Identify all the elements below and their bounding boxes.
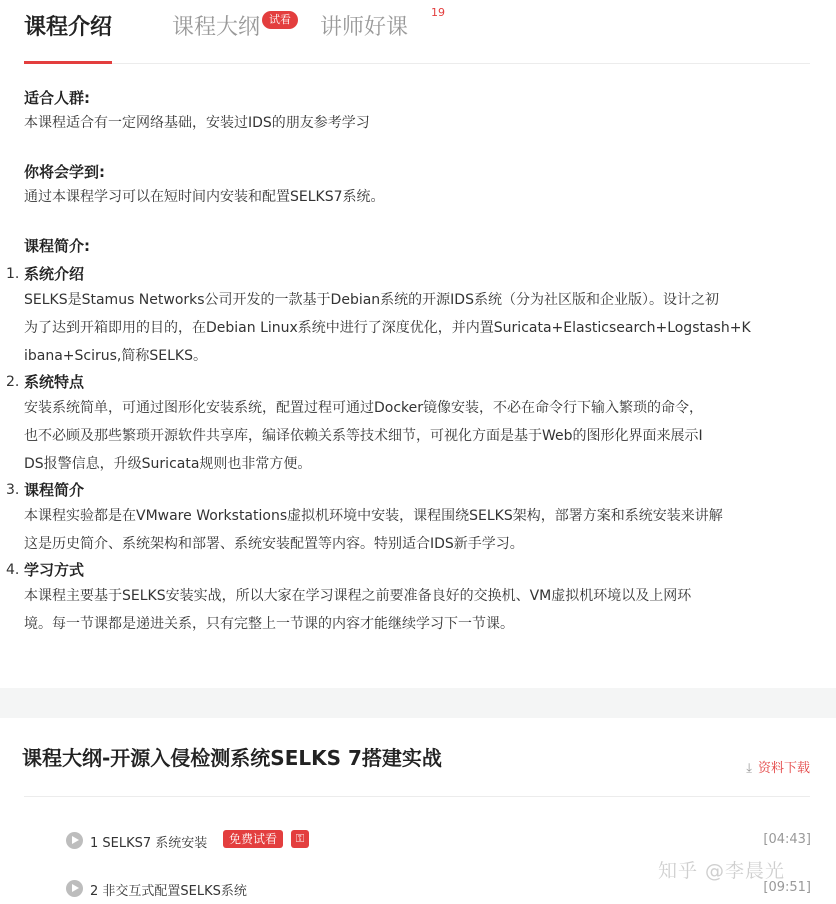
course-intro	[6, 86, 814, 638]
section-separator	[0, 688, 836, 718]
lesson-duration: [09:51]	[763, 880, 811, 895]
key-icon: ⚿	[291, 830, 309, 848]
audience-heading: 适合人群:	[24, 89, 90, 107]
list-item-title: 课程简介	[24, 481, 85, 499]
active-tab-indicator	[24, 61, 112, 64]
list-item-number: 4.	[6, 562, 20, 578]
list-item	[6, 370, 814, 478]
list-item-title: 系统介绍	[24, 265, 85, 283]
list-item-number: 1.	[6, 266, 20, 282]
download-materials-link[interactable]	[746, 757, 810, 776]
summary-heading: 课程简介:	[24, 237, 90, 255]
tab-course-intro[interactable]: 课程介绍	[24, 15, 113, 40]
list-item-text: 本课程实验都是在VMware Workstations虚拟机环境中安装，课程围绕SELKS架构，部署方案和系统安装来讲解 这是历史简介、系统架构和部署、系统安装配置等内容。特别适合IDS新手学习。	[24, 508, 723, 552]
audience-text: 本课程适合有一定网络基础，安装过IDS的朋友参考学习	[24, 115, 370, 131]
tab-instructor-courses[interactable]: 讲师好课	[320, 15, 409, 40]
list-item-number: 2.	[6, 374, 20, 390]
play-icon[interactable]	[66, 832, 83, 849]
lesson-title[interactable]: 1 SELKS7 系统安装	[90, 836, 208, 851]
list-item	[6, 262, 814, 370]
lesson-duration: [04:43]	[763, 832, 811, 847]
play-icon[interactable]	[66, 880, 83, 897]
list-item-number: 3.	[6, 482, 20, 498]
list-item-title: 系统特点	[24, 373, 85, 391]
summary-list	[6, 262, 814, 638]
lesson-row[interactable]	[66, 830, 811, 852]
tab-syllabus[interactable]: 课程大纲	[172, 15, 261, 40]
list-item-title: 学习方式	[24, 561, 85, 579]
list-item-text: SELKS是Stamus Networks公司开发的一款基于Debian系统的开源IDS系统（分为社区版和企业版）。设计之初 为了达到开箱即用的目的，在Debian Linux系统中进行了深度优化，并内置Suricata+Elasticsearch+Logstash+K ibana+Scirus,简称SELKS。	[24, 292, 751, 364]
free-trial-badge: 免费试看	[223, 830, 283, 848]
syllabus-divider	[24, 796, 810, 797]
list-item-text: 本课程主要基于SELKS安装实战，所以大家在学习课程之前要准备良好的交换机、VM虚拟机环境以及上网环 境。每一节课都是递进关系，只有完整上一节课的内容才能继续学习下一节课。	[24, 588, 692, 632]
learn-text: 通过本课程学习可以在短时间内安装和配置SELKS7系统。	[24, 189, 385, 205]
course-tabs	[24, 0, 810, 64]
trial-badge: 试看	[262, 11, 298, 29]
download-label: 资料下载	[757, 761, 810, 776]
instructor-course-count: 19	[431, 6, 445, 19]
learn-heading: 你将会学到:	[24, 163, 105, 181]
syllabus-title: 课程大纲-开源入侵检测系统SELKS 7搭建实战	[22, 746, 442, 770]
list-item	[6, 558, 814, 638]
lesson-title[interactable]: 2 非交互式配置SELKS系统	[90, 884, 247, 899]
watermark: 知乎 @李晨光	[658, 860, 786, 882]
list-item	[6, 478, 814, 558]
download-icon: ⤓	[746, 761, 752, 776]
list-item-text: 安装系统简单，可通过图形化安装系统，配置过程可通过Docker镜像安装，不必在命令行下输入繁琐的命令， 也不必顾及那些繁琐开源软件共享库，编译依赖关系等技术细节，可视化方面是基于Web的图形化界面来展示I DS报警信息，升级Suricata规则也非常方便。	[24, 400, 704, 472]
